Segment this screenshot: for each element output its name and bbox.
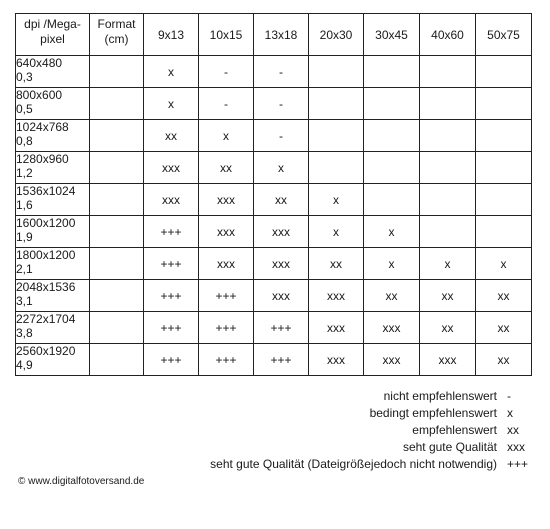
header-dpi-line2: pixel xyxy=(40,32,65,46)
rating-cell: xxx xyxy=(254,280,309,312)
rating-cell: xxx xyxy=(199,184,254,216)
rating-cell: xxx xyxy=(144,184,199,216)
rating-cell: xxx xyxy=(309,344,364,376)
megapixel-value: 3,8 xyxy=(16,326,33,340)
rating-cell xyxy=(420,120,476,152)
rating-cell: x xyxy=(199,120,254,152)
rating-cell: xx xyxy=(309,248,364,280)
rating-cell xyxy=(309,120,364,152)
header-size: 30x45 xyxy=(364,14,420,56)
megapixel-value: 1,2 xyxy=(16,166,33,180)
rating-cell: xxx xyxy=(199,216,254,248)
rating-cell: - xyxy=(199,56,254,88)
table-row xyxy=(16,152,532,184)
table-row xyxy=(16,312,532,344)
legend-label: seht gute Qualität (Dateigrößejedoch nicht notwendig) xyxy=(210,457,497,471)
format-cell xyxy=(90,216,144,248)
legend-label: empfehlenswert xyxy=(412,423,497,437)
rating-cell xyxy=(476,184,532,216)
format-cell xyxy=(90,120,144,152)
dpi-resolution: 1280x960 xyxy=(16,152,69,166)
rating-cell: xx xyxy=(254,184,309,216)
header-format-line1: Format xyxy=(97,17,136,31)
legend-row xyxy=(150,439,531,456)
legend xyxy=(150,388,531,473)
rating-cell xyxy=(364,152,420,184)
rating-cell: x xyxy=(476,248,532,280)
rating-cell: xxx xyxy=(144,152,199,184)
legend-symbol: - xyxy=(507,389,511,403)
table-body xyxy=(16,56,532,376)
format-cell xyxy=(90,184,144,216)
rating-cell: +++ xyxy=(144,312,199,344)
legend-symbol: xx xyxy=(507,423,519,437)
rating-cell: xxx xyxy=(309,280,364,312)
format-cell xyxy=(90,312,144,344)
rating-cell xyxy=(476,120,532,152)
rating-cell: xx xyxy=(364,280,420,312)
rating-cell: xx xyxy=(199,152,254,184)
format-cell xyxy=(90,152,144,184)
dpi-resolution: 800x600 xyxy=(16,88,63,102)
rating-cell: xx xyxy=(144,120,199,152)
legend-row xyxy=(150,405,531,422)
table-row xyxy=(16,56,532,88)
rating-cell: +++ xyxy=(144,280,199,312)
megapixel-value: 1,9 xyxy=(16,230,33,244)
dpi-resolution: 1536x1024 xyxy=(16,184,76,198)
rating-cell xyxy=(420,56,476,88)
rating-cell xyxy=(364,120,420,152)
rating-cell: +++ xyxy=(144,344,199,376)
dpi-cell xyxy=(16,344,90,376)
header-format xyxy=(90,14,144,56)
header-dpi xyxy=(16,14,90,56)
rating-cell: x xyxy=(364,248,420,280)
rating-cell xyxy=(309,152,364,184)
dpi-cell xyxy=(16,120,90,152)
rating-cell xyxy=(476,152,532,184)
rating-cell: +++ xyxy=(254,312,309,344)
legend-label: seht gute Qualität xyxy=(402,440,497,454)
rating-cell: xx xyxy=(476,344,532,376)
rating-cell: xxx xyxy=(364,312,420,344)
dpi-resolution: 2272x1704 xyxy=(16,312,76,326)
rating-cell xyxy=(364,184,420,216)
rating-cell: xx xyxy=(420,312,476,344)
rating-cell xyxy=(420,152,476,184)
table-row xyxy=(16,344,532,376)
dpi-resolution: 1800x1200 xyxy=(16,248,76,262)
table-row xyxy=(16,280,532,312)
rating-cell: xxx xyxy=(254,216,309,248)
legend-row xyxy=(150,422,531,439)
rating-cell: x xyxy=(364,216,420,248)
rating-cell: xx xyxy=(420,280,476,312)
dpi-cell xyxy=(16,184,90,216)
dpi-cell xyxy=(16,312,90,344)
legend-row xyxy=(150,388,531,405)
header-size: 50x75 xyxy=(476,14,532,56)
megapixel-value: 0,5 xyxy=(16,102,33,116)
rating-cell xyxy=(420,216,476,248)
dpi-cell xyxy=(16,248,90,280)
rating-cell: - xyxy=(254,56,309,88)
resolution-table xyxy=(15,13,532,376)
legend-symbol: x xyxy=(507,406,513,420)
rating-cell: - xyxy=(254,88,309,120)
legend-row xyxy=(150,456,531,473)
rating-cell: xx xyxy=(476,312,532,344)
header-size: 20x30 xyxy=(309,14,364,56)
rating-cell: - xyxy=(199,88,254,120)
rating-cell: +++ xyxy=(199,280,254,312)
format-cell xyxy=(90,280,144,312)
rating-cell xyxy=(309,88,364,120)
dpi-resolution: 2560x1920 xyxy=(16,344,76,358)
rating-cell: xxx xyxy=(364,344,420,376)
table-row xyxy=(16,216,532,248)
header-size: 10x15 xyxy=(199,14,254,56)
rating-cell: x xyxy=(420,248,476,280)
header-format-line2: (cm) xyxy=(104,32,129,46)
rating-cell: +++ xyxy=(144,248,199,280)
rating-cell xyxy=(476,56,532,88)
format-cell xyxy=(90,344,144,376)
table-row xyxy=(16,120,532,152)
rating-cell: x xyxy=(254,152,309,184)
rating-cell xyxy=(476,216,532,248)
rating-cell: xxx xyxy=(309,312,364,344)
rating-cell: xxx xyxy=(199,248,254,280)
rating-cell xyxy=(476,88,532,120)
header-size: 9x13 xyxy=(144,14,199,56)
table-row xyxy=(16,88,532,120)
table-row xyxy=(16,248,532,280)
rating-cell: +++ xyxy=(254,344,309,376)
format-cell xyxy=(90,88,144,120)
format-cell xyxy=(90,248,144,280)
legend-symbol: xxx xyxy=(507,440,525,454)
megapixel-value: 0,3 xyxy=(16,70,33,84)
dpi-cell xyxy=(16,152,90,184)
rating-cell: xxx xyxy=(420,344,476,376)
table-row xyxy=(16,184,532,216)
copyright-text: © www.digitalfotoversand.de xyxy=(18,476,145,487)
rating-cell xyxy=(364,56,420,88)
dpi-cell xyxy=(16,216,90,248)
dpi-resolution: 1024x768 xyxy=(16,120,69,134)
legend-symbol: +++ xyxy=(507,457,529,471)
header-row xyxy=(16,14,532,56)
legend-label: bedingt empfehlenswert xyxy=(369,406,497,420)
dpi-resolution: 2048x1536 xyxy=(16,280,76,294)
dpi-cell xyxy=(16,88,90,120)
megapixel-value: 4,9 xyxy=(16,358,33,372)
megapixel-value: 0,8 xyxy=(16,134,33,148)
rating-cell: +++ xyxy=(199,312,254,344)
rating-cell xyxy=(364,88,420,120)
rating-cell xyxy=(420,184,476,216)
rating-cell: x xyxy=(144,56,199,88)
rating-cell: x xyxy=(309,216,364,248)
rating-cell xyxy=(420,88,476,120)
rating-cell: x xyxy=(144,88,199,120)
dpi-cell xyxy=(16,280,90,312)
format-cell xyxy=(90,56,144,88)
megapixel-value: 2,1 xyxy=(16,262,33,276)
header-dpi-line1: dpi /Mega- xyxy=(24,17,81,31)
dpi-resolution: 1600x1200 xyxy=(16,216,76,230)
header-size: 13x18 xyxy=(254,14,309,56)
dpi-resolution: 640x480 xyxy=(16,56,63,70)
megapixel-value: 3,1 xyxy=(16,294,33,308)
rating-cell: - xyxy=(254,120,309,152)
rating-cell: +++ xyxy=(144,216,199,248)
rating-cell xyxy=(309,56,364,88)
rating-cell: x xyxy=(309,184,364,216)
header-size: 40x60 xyxy=(420,14,476,56)
rating-cell: +++ xyxy=(199,344,254,376)
dpi-cell xyxy=(16,56,90,88)
megapixel-value: 1,6 xyxy=(16,198,33,212)
rating-cell: xxx xyxy=(254,248,309,280)
rating-cell: xx xyxy=(476,280,532,312)
legend-label: nicht empfehlenswert xyxy=(383,389,497,403)
